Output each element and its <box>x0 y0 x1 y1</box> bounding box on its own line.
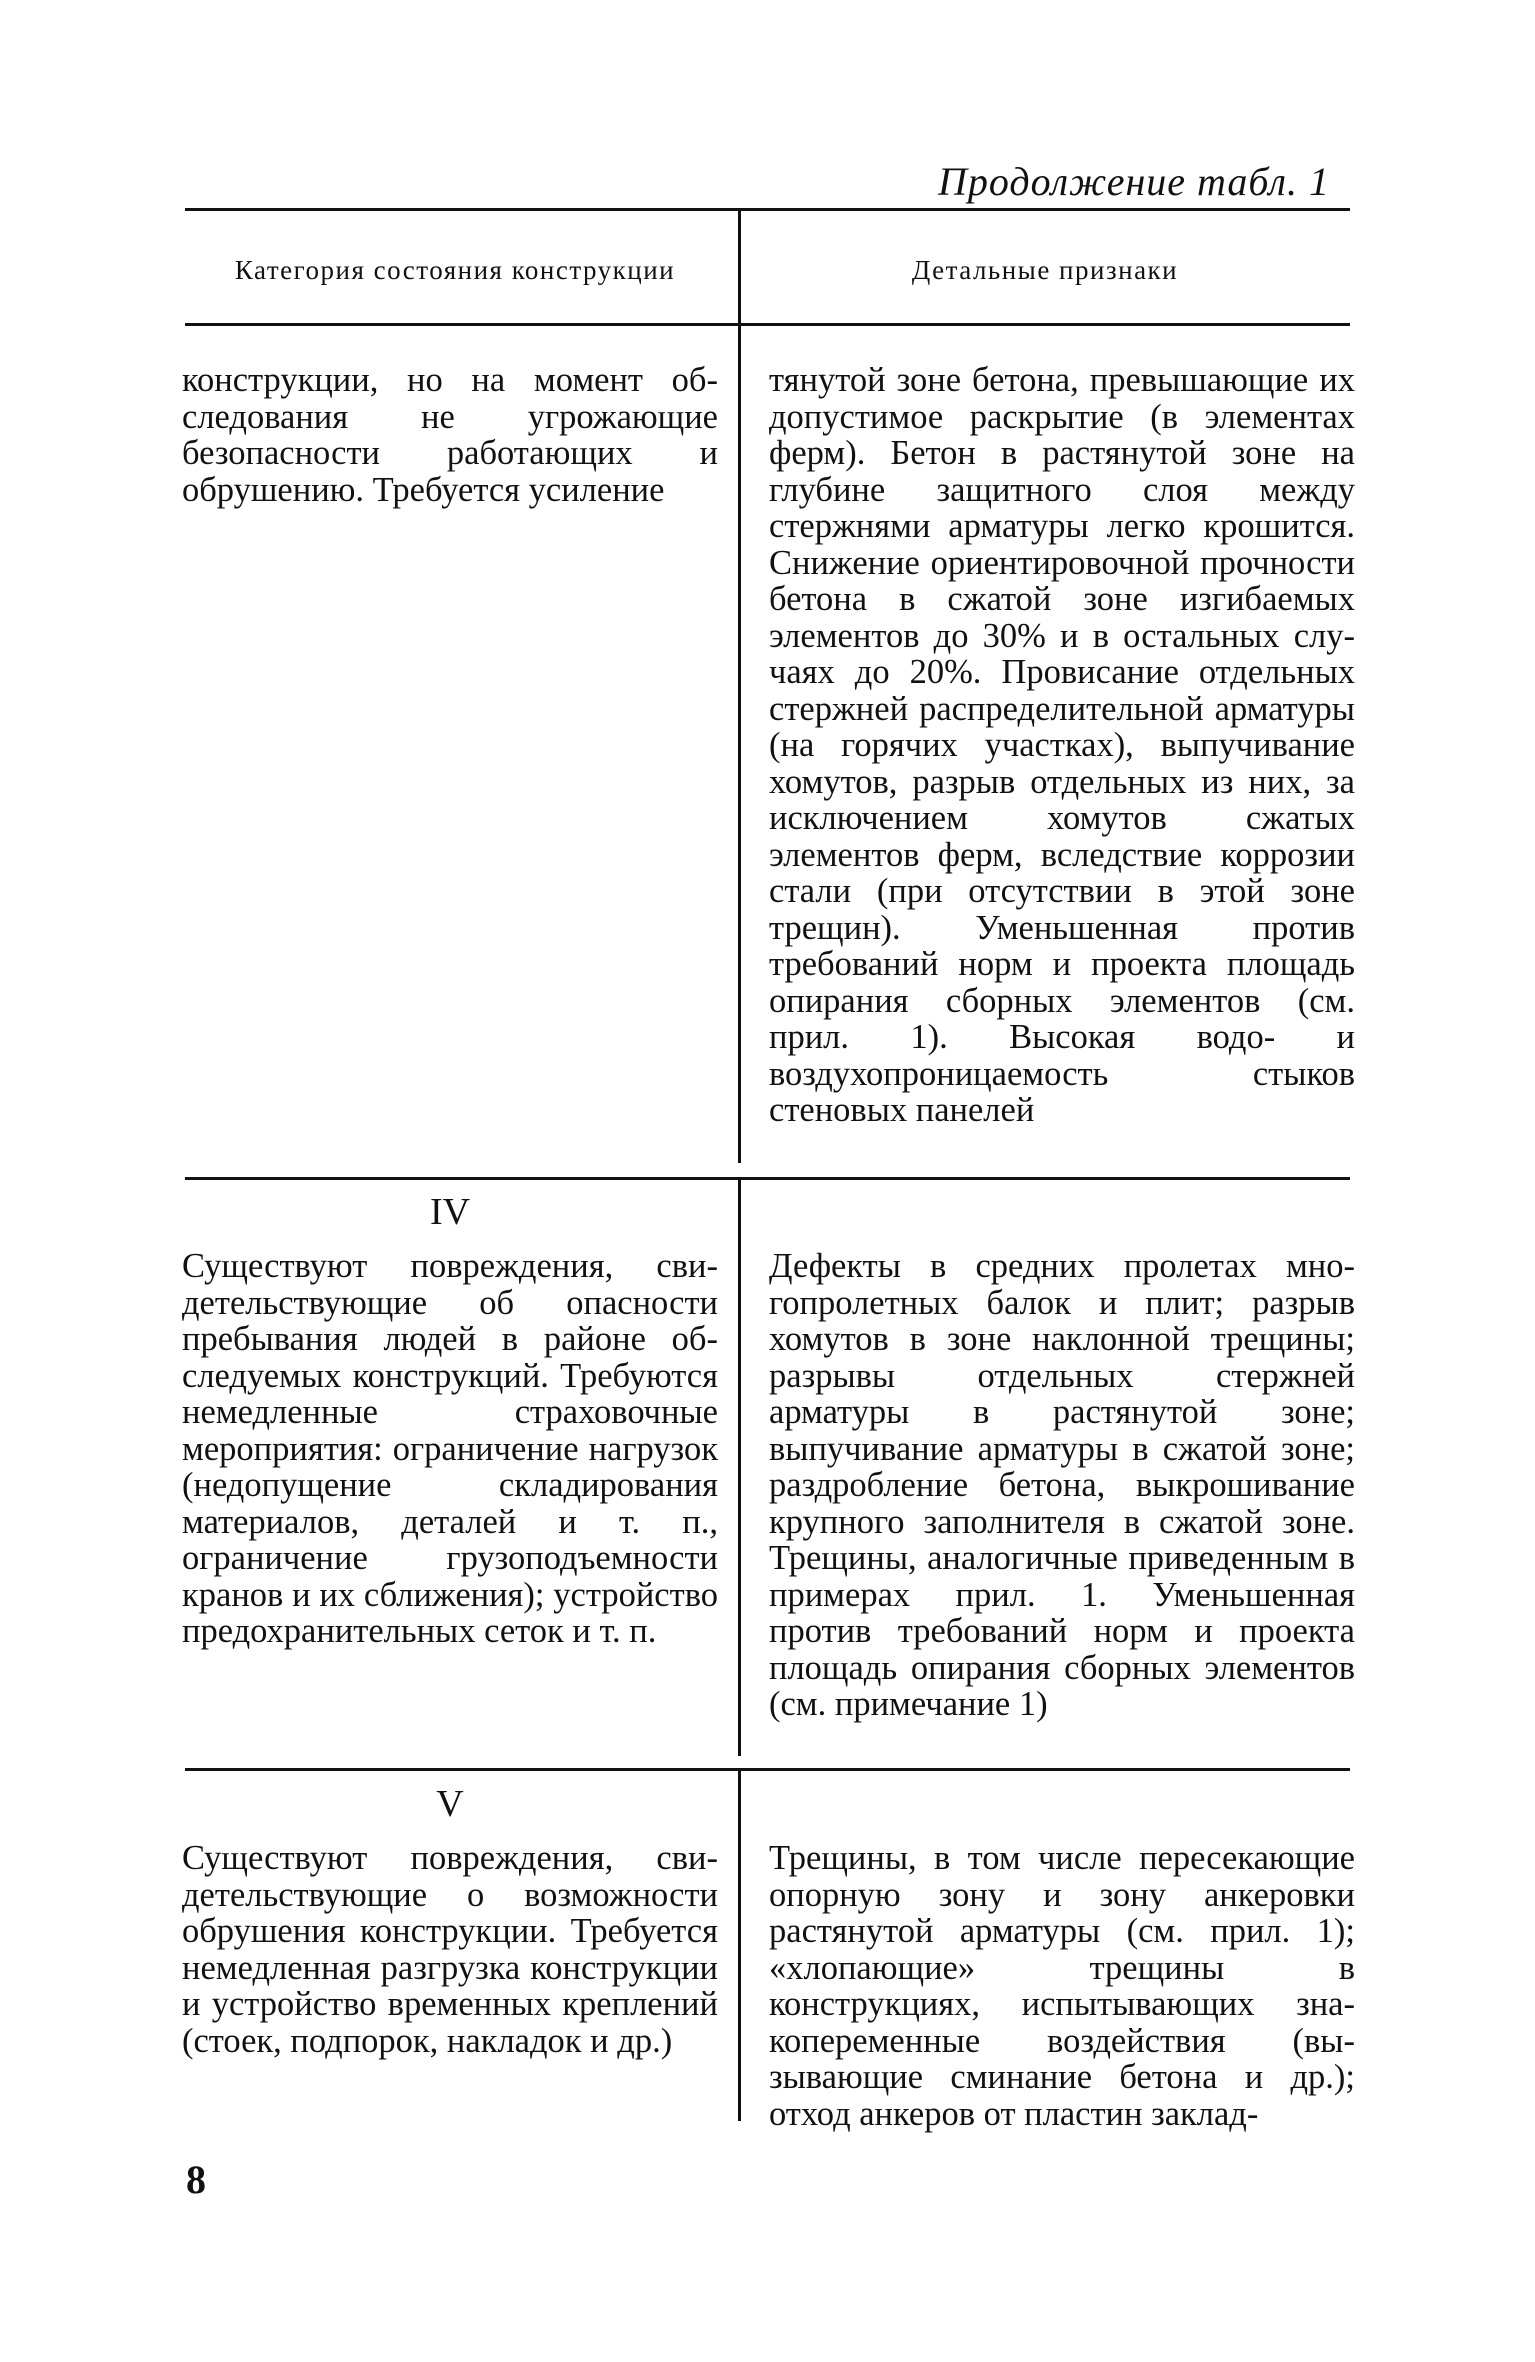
row2-category: IV <box>429 1191 471 1233</box>
column-divider-1 <box>738 210 741 1163</box>
row2-description: Существуют повреждения, свидетельствующие об опасности пребывания людей в районе обследуемых конструкций. Требуются немедленные страховочные мероприятия: ограничение нагрузок (недопущение складирования материалов, деталей и т. п., ограничение грузоподъемности кранов и их сближения); устройство предохранительных сеток и т. п. <box>182 1247 718 1650</box>
column-divider-2 <box>738 1180 741 1756</box>
table-top-rule <box>185 208 1350 211</box>
row3-details: Трещины, в том числе пересекающие опорную зону и зону анкеровки растянутой арматуры (см. прил. 1); «хлопающие» трещины в конструкциях, испытывающих знакопеременные воздействия (вызывающие сминание бетона и др.); отход анкеров от пластин заклад- <box>769 1839 1355 2133</box>
row3-description: Существуют повреждения, свидетельствующие о возможности обрушения конструкции. Требуется немедленная разгрузка конструкции и устройство временных креплений (стоек, подпорок, накладок и др.) <box>182 1839 718 2060</box>
header-category: Категория состояния конструкции <box>234 255 676 285</box>
row1-description: конструкции, но на момент обследования не угрожающие безопасности работающих и обрушению. Требуется усиление <box>182 361 718 509</box>
row3-category: V <box>436 1783 464 1825</box>
header-bottom-rule <box>185 323 1350 326</box>
row2-details: Дефекты в средних пролетах многопролетных балок и плит; разрыв хомутов в зоне наклонной трещины; разрывы отдельных стержней арматуры в растянутой зоне; выпучивание арматуры в сжатой зоне; раздробление бетона, выкрошивание крупного заполнителя в сжатой зоне. Трещины, аналогичные приведенным в примерах прил. 1. Уменьшенная против требований норм и проекта площадь опирания сборных элементов (см. примечание 1) <box>769 1247 1355 1723</box>
table-continuation-caption: Продолжение табл. 1 <box>937 159 1330 204</box>
row-separator-2 <box>185 1768 1350 1771</box>
header-details: Детальные признаки <box>911 255 1179 285</box>
column-divider-3 <box>738 1771 741 2121</box>
page-number: 8 <box>186 2157 206 2202</box>
row-separator-1 <box>185 1177 1350 1180</box>
row1-details: тянутой зоне бетона, превышающие их допустимое раскрытие (в элементах ферм). Бетон в растянутой зоне на глубине защитного слоя между стержнями арматуры легко крошится. Снижение ориентировочной прочности бетона в сжатой зоне изгибаемых элементов до 30% и в остальных случаях до 20%. Провисание отдельных стержней распределительной арматуры (на горячих участках), выпучивание хомутов, разрыв отдельных из них, за исключением хомутов сжатых элементов ферм, вследствие коррозии стали (при отсутствии в этой зоне трещин). Уменьшенная против требований норм и проекта площадь опирания сборных элементов (см. прил. 1). Высокая водо- и воздухопроницаемость стыков стеновых панелей <box>769 361 1355 1129</box>
